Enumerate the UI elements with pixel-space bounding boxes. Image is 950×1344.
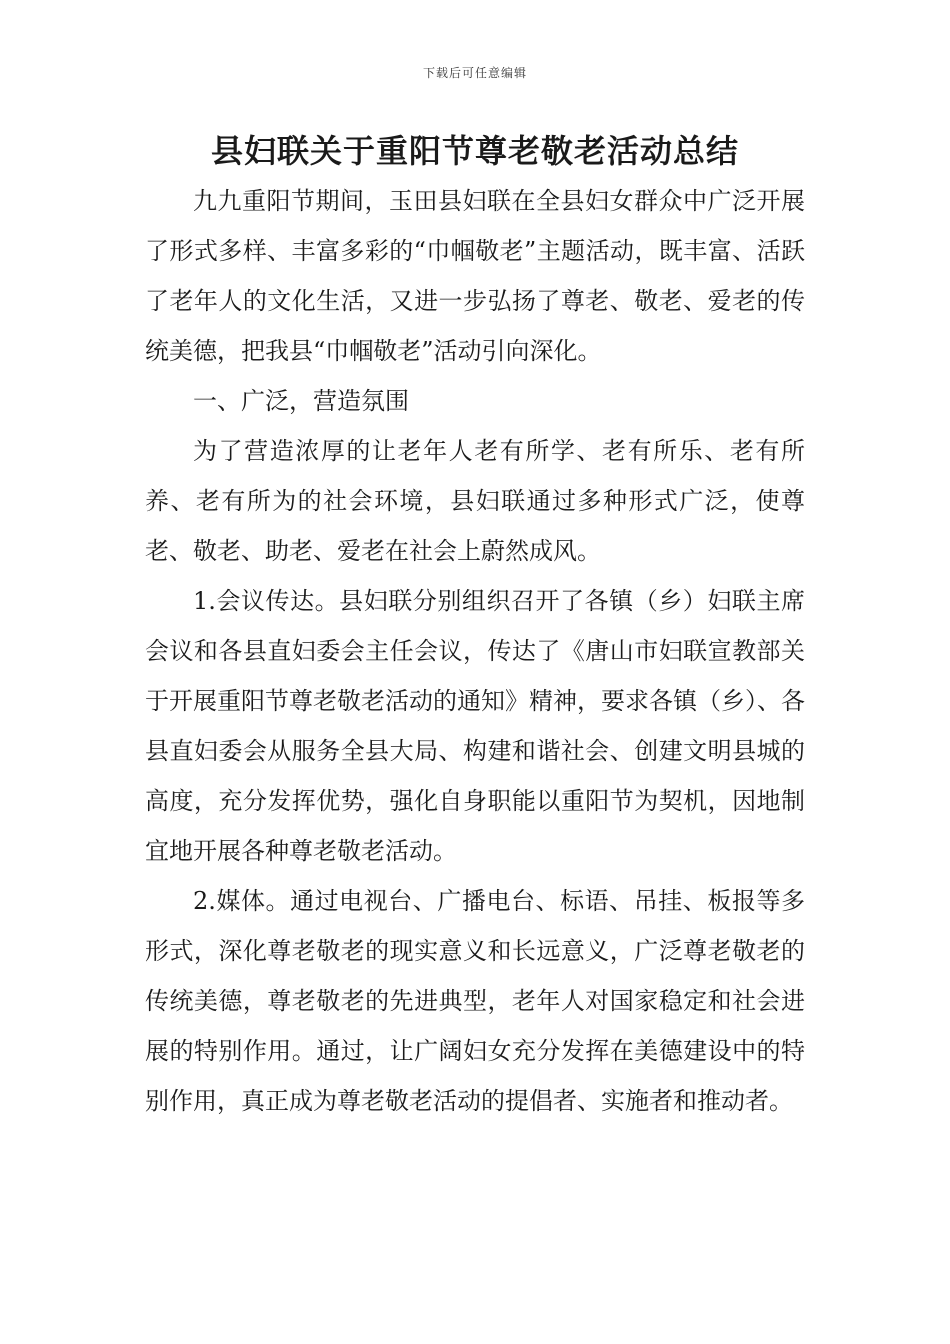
paragraph-intro: 九九重阳节期间，玉田县妇联在全县妇女群众中广泛开展了形式多样、丰富多彩的“巾帼敬老”主题活动，既丰富、活跃了老年人的文化生活，又进一步弘扬了尊老、敬老、爱老的传统美德，把我县“巾帼敬老”活动引向深化。 xyxy=(145,187,805,365)
paragraph-item-2: 2.媒体。通过电视台、广播电台、标语、吊挂、板报等多形式，深化尊老敬老的现实意义和长远意义，广泛尊老敬老的传统美德，尊老敬老的先进典型，老年人对国家稳定和社会进展的特别作用。通过，让广阔妇女充分发挥在美德建设中的特别作用，真正成为尊老敬老活动的提倡者、实施者和推动者。 xyxy=(145,887,805,1115)
paragraph-item-1: 1.会议传达。县妇联分别组织召开了各镇（乡）妇联主席会议和各县直妇委会主任会议，传达了《唐山市妇联宣教部关于开展重阳节尊老敬老活动的通知》精神，要求各镇（乡）、各县直妇委会从服务全县大局、构建和谐社会、创建文明县城的高度，充分发挥优势，强化自身职能以重阳节为契机，因地制宜地开展各种尊老敬老活动。 xyxy=(145,587,805,865)
header-note: 下载后可任意编辑 xyxy=(422,66,527,80)
paragraph-section-1: 为了营造浓厚的让老年人老有所学、老有所乐、老有所养、老有所为的社会环境，县妇联通过多种形式广泛，使尊老、敬老、助老、爱老在社会上蔚然成风。 xyxy=(145,437,805,565)
document-title: 县妇联关于重阳节尊老敬老活动总结 xyxy=(210,132,739,170)
document-body xyxy=(145,176,805,1126)
section-heading-1: 一、广泛，营造氛围 xyxy=(193,387,409,415)
